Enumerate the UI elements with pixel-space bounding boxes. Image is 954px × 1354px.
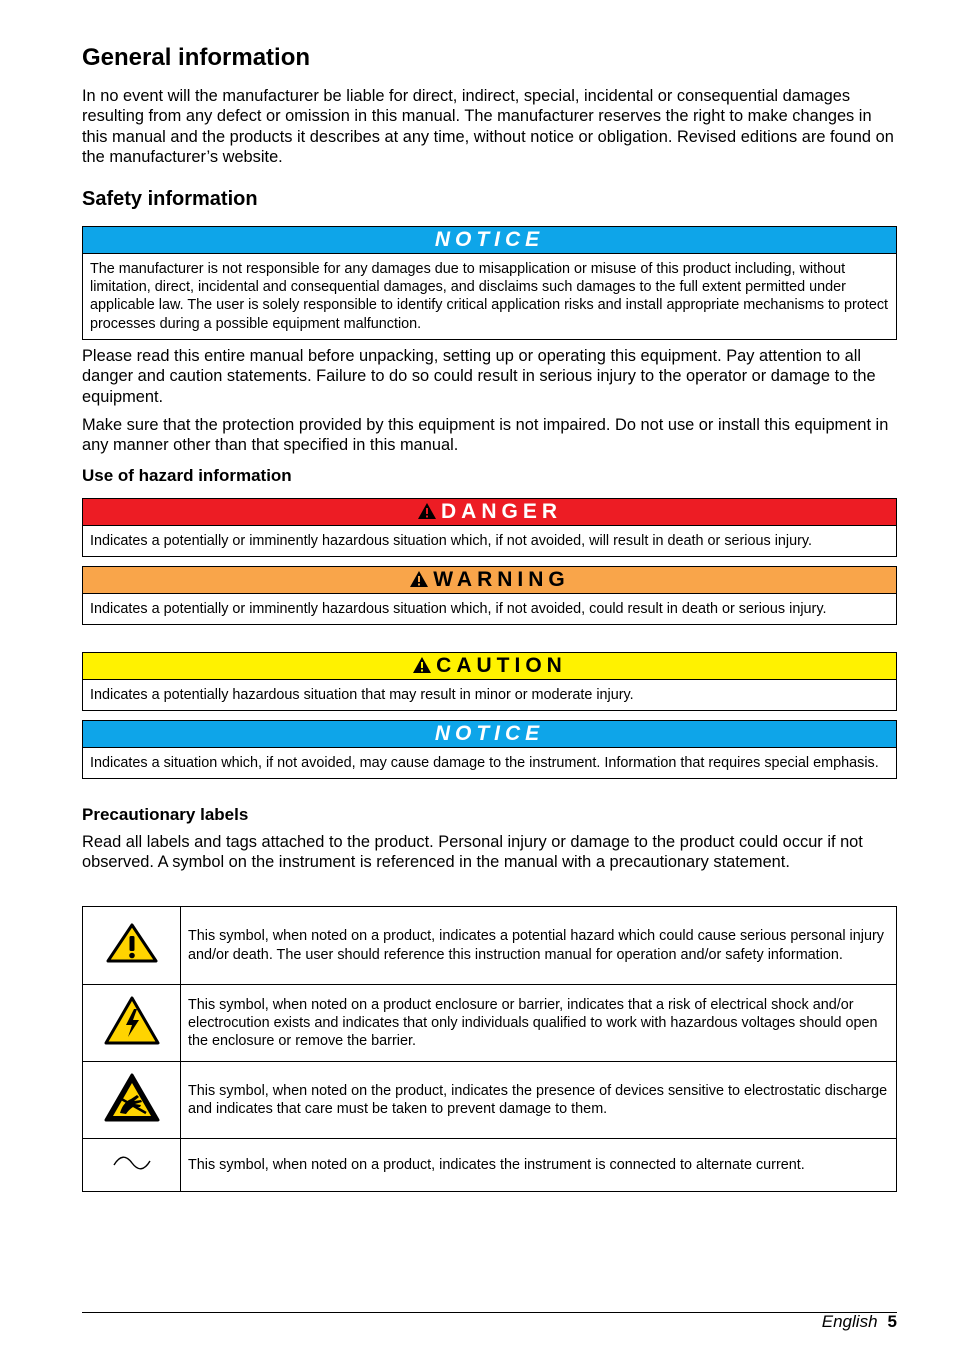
table-row — [83, 985, 897, 1062]
page-footer — [822, 1312, 897, 1332]
danger-label: DANGER — [440, 500, 562, 523]
warning-triangle-icon — [409, 570, 429, 588]
notice-label: NOTICE — [83, 227, 896, 254]
notice-label-hazard: NOTICE — [83, 721, 896, 748]
notice-box-general — [82, 226, 897, 340]
intro-paragraph: In no event will the manufacturer be liable for direct, indirect, special, incidental or consequential damages resulting from any defect or omission in this manual. The manufacturer reserves the right to make changes in this manual and the products it describes at any time, without notice or obligation. Revised editions are found on the manufacturer’s website. — [82, 87, 894, 167]
footer-divider — [82, 1312, 897, 1313]
warning-box — [82, 566, 897, 625]
protection-paragraph: Make sure that the protection provided by this equipment is not impaired. Do not use or install this equipment in any manner other than that specified in this manual. — [82, 416, 889, 455]
table-row — [83, 907, 897, 985]
precautionary-intro: Read all labels and tags attached to the product. Personal injury or damage to the product could occur if not observed. A symbol on the instrument is referenced in the manual with a precautionary statement. — [82, 833, 863, 872]
esd-sensitive-icon — [104, 1073, 160, 1123]
electrical-shock-icon — [104, 996, 160, 1046]
page-number: 5 — [887, 1312, 897, 1331]
hazard-heading: Use of hazard information — [82, 466, 292, 485]
symbol-table — [82, 906, 897, 1192]
warning-triangle-icon — [106, 923, 158, 963]
precautionary-heading: Precautionary labels — [82, 805, 249, 824]
page-title: General information — [82, 44, 311, 71]
caution-triangle-icon — [412, 656, 432, 674]
symbol-description: This symbol, when noted on a product, indicates a potential hazard which could cause serious personal injury and/or death. The user should reference this instruction manual for operation and/or safety information. — [181, 907, 897, 985]
caution-label: CAUTION — [436, 654, 567, 677]
warning-text: Indicates a potentially or imminently hazardous situation which, if not avoided, could result in death or serious injury. — [90, 601, 827, 617]
symbol-description: This symbol, when noted on the product, indicates the presence of devices sensitive to electrostatic discharge and indicates that care must be taken to prevent damage to them. — [181, 1062, 897, 1139]
caution-text: Indicates a potentially hazardous situation that may result in minor or moderate injury. — [90, 687, 634, 703]
danger-triangle-icon — [417, 502, 437, 520]
warning-label: WARNING — [433, 568, 570, 591]
notice-box-hazard — [82, 720, 897, 779]
notice-text-hazard: Indicates a situation which, if not avoided, may cause damage to the instrument. Information that requires special emphasis. — [90, 755, 879, 771]
safety-heading: Safety information — [82, 188, 258, 210]
symbol-description: This symbol, when noted on a product, indicates the instrument is connected to alternate current. — [181, 1139, 897, 1192]
table-row — [83, 1139, 897, 1192]
danger-box — [82, 498, 897, 557]
notice-text: The manufacturer is not responsible for any damages due to misapplication or misuse of this product including, without limitation, direct, incidental and consequential damages, and disclaims such damages to the full extent permitted under applicable law. The user is solely responsible to identify critical application risks and install appropriate mechanisms to protect processes during a possible equipment malfunction. — [90, 261, 889, 332]
footer-language: English — [821, 1312, 878, 1331]
caution-box — [82, 652, 897, 711]
table-row — [83, 1062, 897, 1139]
alternating-current-icon — [112, 1155, 152, 1171]
danger-text: Indicates a potentially or imminently hazardous situation which, if not avoided, will result in death or serious injury. — [90, 533, 813, 549]
symbol-description: This symbol, when noted on a product enclosure or barrier, indicates that a risk of electrical shock and/or electrocution exists and indicates that only individuals qualified to work with hazardous voltages should open the enclosure or remove the barrier. — [181, 985, 897, 1062]
read-manual-paragraph: Please read this entire manual before unpacking, setting up or operating this equipment. Pay attention to all danger and caution statements. Failure to do so could result in serious injury to the operator or damage to the equipment. — [82, 347, 876, 406]
